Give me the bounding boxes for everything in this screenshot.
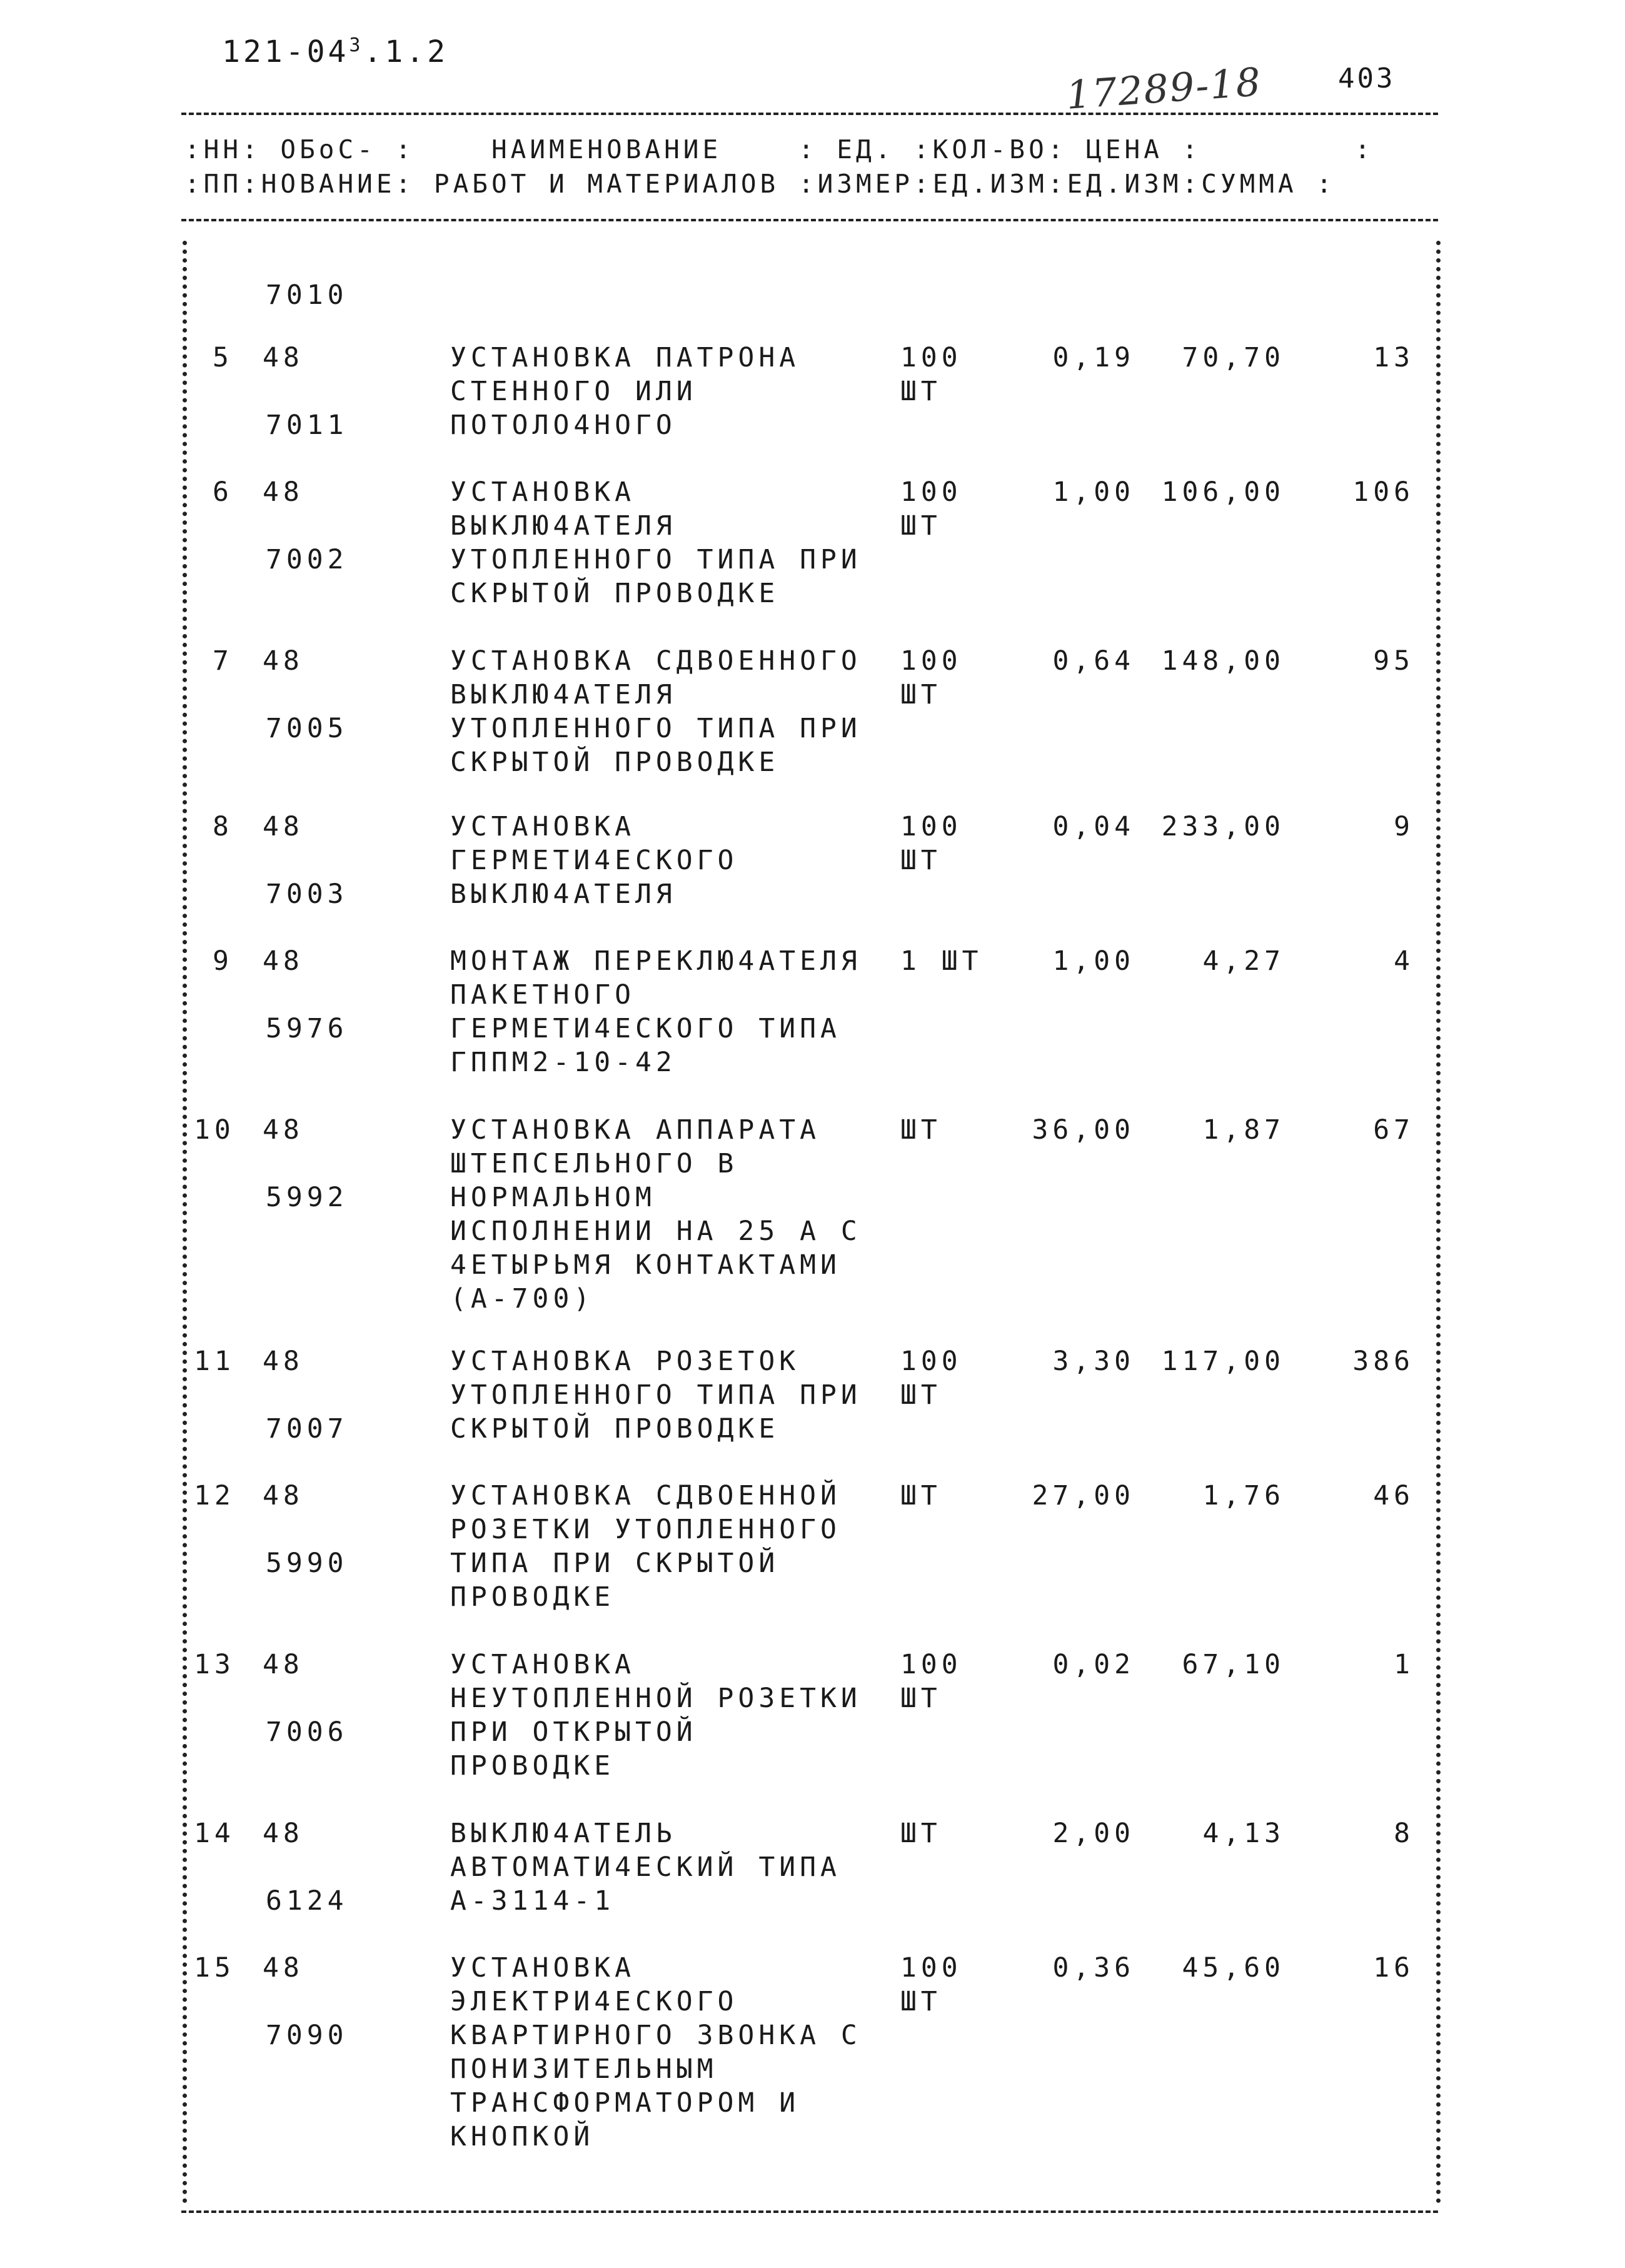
quantity: 27,00 [1032, 1480, 1135, 1511]
row-sum: 8 [1394, 1818, 1414, 1849]
basis-code-item: 7010 [266, 280, 348, 311]
basis-code-chapter: 48 [263, 645, 304, 677]
work-name-line: ТРАНСФОРМАТОРОМ И [450, 2087, 800, 2119]
unit-line: ШТ [900, 1986, 942, 2017]
top-dashed-line [181, 113, 1438, 115]
unit-price: 233,00 [1161, 811, 1285, 842]
work-name-line: РОЗЕТКИ УТОПЛЕННОГО [450, 1514, 841, 1545]
quantity: 1,00 [1052, 476, 1135, 508]
work-name-line: МОНТАЖ ПЕРЕКЛЮ4АТЕЛЯ [450, 945, 862, 977]
basis-code-item: 7006 [266, 1716, 348, 1748]
basis-code-item: 7005 [266, 713, 348, 744]
work-name-line: ЭЛЕКТРИ4ЕСКОГО [450, 1986, 738, 2017]
unit-price: 117,00 [1161, 1346, 1285, 1377]
work-name-line: УТОПЛЕННОГО ТИПА ПРИ [450, 713, 862, 744]
quantity: 1,00 [1052, 945, 1135, 977]
work-name-line: НЕУТОПЛЕННОЙ РОЗЕТКИ [450, 1683, 862, 1714]
row-number: 11 [194, 1346, 235, 1377]
work-name-line: УСТАНОВКА СДВОЕННОГО [450, 645, 862, 677]
basis-code-chapter: 48 [263, 1649, 304, 1680]
row-number: 6 [213, 476, 233, 508]
basis-code-chapter: 48 [263, 1114, 304, 1146]
work-name-line: СКРЫТОЙ ПРОВОДКЕ [450, 578, 780, 609]
work-name-line: УТОПЛЕННОГО ТИПА ПРИ [450, 1379, 862, 1411]
handwritten-number: 17289-18 [1064, 59, 1264, 118]
work-name-line: УСТАНОВКА СДВОЕННОЙ [450, 1480, 841, 1511]
work-name-line: ВЫКЛЮ4АТЕЛЯ [450, 879, 677, 910]
row-sum: 386 [1352, 1346, 1414, 1377]
unit-price: 148,00 [1161, 645, 1285, 677]
row-sum: 4 [1394, 945, 1414, 977]
unit-line: ШТ [900, 376, 942, 407]
basis-code-item: 5990 [266, 1548, 348, 1579]
basis-code-item: 6124 [266, 1885, 348, 1917]
work-name-line: ТИПА ПРИ СКРЫТОЙ [450, 1548, 780, 1579]
basis-code-chapter: 48 [263, 476, 304, 508]
work-name-line: КВАРТИРНОГО ЗВОНКА С [450, 2020, 862, 2051]
unit-price: 106,00 [1161, 476, 1285, 508]
basis-code-chapter: 48 [263, 945, 304, 977]
work-name-line: ГЕРМЕТИ4ЕСКОГО ТИПА [450, 1013, 841, 1044]
unit-line: 100 [900, 811, 962, 842]
work-name-line: А-3114-1 [450, 1885, 615, 1917]
basis-code-item: 7003 [266, 879, 348, 910]
bottom-dashed-line [181, 2210, 1438, 2213]
header-bottom-dashed-line [181, 219, 1438, 221]
row-number: 15 [194, 1952, 235, 1983]
quantity: 0,19 [1052, 342, 1135, 373]
work-name-line: 4ЕТЫРЬМЯ КОНТАКТАМИ [450, 1249, 841, 1281]
unit-line: ШТ [900, 1114, 942, 1146]
row-sum: 67 [1373, 1114, 1414, 1146]
work-name-line: ПРОВОДКЕ [450, 1581, 615, 1613]
unit-price: 1,87 [1202, 1114, 1285, 1146]
row-sum: 95 [1373, 645, 1414, 677]
row-number: 8 [213, 811, 233, 842]
unit-line: 100 [900, 1649, 962, 1680]
row-sum: 1 [1394, 1649, 1414, 1680]
work-name-line: ПАКЕТНОГО [450, 979, 635, 1011]
quantity: 36,00 [1032, 1114, 1135, 1146]
work-name-line: ВЫКЛЮ4АТЕЛЯ [450, 510, 677, 542]
work-name-line: ШТЕПСЕЛЬНОГО В [450, 1148, 738, 1179]
header-line-1: :НН: ОБоС- : НАИМЕНОВАНИЕ : ЕД. :КОЛ-ВО: ЦЕНА : : [184, 134, 1374, 164]
unit-line: ШТ [900, 510, 942, 542]
basis-code-item: 5976 [266, 1013, 348, 1044]
work-name-line: УСТАНОВКА АППАРАТА [450, 1114, 820, 1146]
row-number: 7 [213, 645, 233, 677]
page-number: 403 [1338, 63, 1396, 94]
work-name-line: УСТАНОВКА ПАТРОНА [450, 342, 800, 373]
work-name-line: ПОНИЗИТЕЛЬНЫМ [450, 2054, 718, 2085]
unit-line: 100 [900, 476, 962, 508]
row-number: 13 [194, 1649, 235, 1680]
work-name-line: ГППМ2-10-42 [450, 1047, 677, 1078]
basis-code-item: 5992 [266, 1182, 348, 1213]
row-number: 9 [213, 945, 233, 977]
row-number: 14 [194, 1818, 235, 1849]
unit-line: ШТ [900, 1818, 942, 1849]
work-name-line: ВЫКЛЮ4АТЕЛЯ [450, 679, 677, 710]
work-name-line: УСТАНОВКА [450, 1649, 635, 1680]
work-name-line: ПРОВОДКЕ [450, 1750, 615, 1782]
unit-line: 100 [900, 342, 962, 373]
work-name-line: УТОПЛЕННОГО ТИПА ПРИ [450, 544, 862, 575]
quantity: 0,64 [1052, 645, 1135, 677]
basis-code-chapter: 48 [263, 342, 304, 373]
basis-code-item: 7011 [266, 410, 348, 441]
unit-price: 4,13 [1202, 1818, 1285, 1849]
unit-price: 4,27 [1202, 945, 1285, 977]
row-number: 10 [194, 1114, 235, 1146]
work-name-line: СТЕННОГО ИЛИ [450, 376, 697, 407]
work-name-line: НОРМАЛЬНОМ [450, 1182, 656, 1213]
unit-price: 45,60 [1182, 1952, 1285, 1983]
unit-price: 70,70 [1182, 342, 1285, 373]
row-sum: 46 [1373, 1480, 1414, 1511]
row-sum: 16 [1373, 1952, 1414, 1983]
unit-line: 100 [900, 645, 962, 677]
right-border [1436, 241, 1441, 2204]
row-number: 5 [213, 342, 233, 373]
unit-line: ШТ [900, 1480, 942, 1511]
work-name-line: УСТАНОВКА [450, 476, 635, 508]
row-sum: 9 [1394, 811, 1414, 842]
basis-code-item: 7090 [266, 2020, 348, 2051]
work-name-line: КНОПКОЙ [450, 2121, 595, 2152]
left-border [183, 241, 187, 2204]
basis-code-chapter: 48 [263, 1346, 304, 1377]
work-name-line: ВЫКЛЮ4АТЕЛЬ [450, 1818, 677, 1849]
unit-line: 1 ШТ [900, 945, 983, 977]
basis-code-chapter: 48 [263, 1480, 304, 1511]
work-name-line: УСТАНОВКА [450, 1952, 635, 1983]
basis-code-item: 7007 [266, 1413, 348, 1444]
quantity: 3,30 [1052, 1346, 1135, 1377]
unit-price: 1,76 [1202, 1480, 1285, 1511]
work-name-line: ПОТОЛО4НОГО [450, 410, 677, 441]
quantity: 0,04 [1052, 811, 1135, 842]
work-name-line: УСТАНОВКА [450, 811, 635, 842]
header-line-2: :ПП:НОВАНИЕ: РАБОТ И МАТЕРИАЛОВ :ИЗМЕР:ЕД.ИЗМ:ЕД.ИЗМ:СУММА : [184, 169, 1336, 199]
row-sum: 106 [1352, 476, 1414, 508]
work-name-line: УСТАНОВКА РОЗЕТОК [450, 1346, 800, 1377]
row-number: 12 [194, 1480, 235, 1511]
work-name-line: АВТОМАТИ4ЕСКИЙ ТИПА [450, 1852, 841, 1883]
quantity: 0,36 [1052, 1952, 1135, 1983]
quantity: 2,00 [1052, 1818, 1135, 1849]
work-name-line: ПРИ ОТКРЫТОЙ [450, 1716, 697, 1748]
basis-code-chapter: 48 [263, 1952, 304, 1983]
work-name-line: СКРЫТОЙ ПРОВОДКЕ [450, 1413, 780, 1444]
unit-line: 100 [900, 1952, 962, 1983]
quantity: 0,02 [1052, 1649, 1135, 1680]
unit-price: 67,10 [1182, 1649, 1285, 1680]
unit-line: ШТ [900, 845, 942, 876]
basis-code-item: 7002 [266, 544, 348, 575]
unit-line: ШТ [900, 679, 942, 710]
document-code: $121-04^3.1.2$ [222, 34, 449, 69]
work-name-line: (А-700) [450, 1283, 595, 1314]
unit-line: 100 [900, 1346, 962, 1377]
work-name-line: ГЕРМЕТИ4ЕСКОГО [450, 845, 738, 876]
unit-line: ШТ [900, 1379, 942, 1411]
row-sum: 13 [1373, 342, 1414, 373]
unit-line: ШТ [900, 1683, 942, 1714]
work-name-line: ИСПОЛНЕНИИ НА 25 А С [450, 1216, 862, 1247]
basis-code-chapter: 48 [263, 1818, 304, 1849]
work-name-line: СКРЫТОЙ ПРОВОДКЕ [450, 747, 780, 778]
basis-code-chapter: 48 [263, 811, 304, 842]
